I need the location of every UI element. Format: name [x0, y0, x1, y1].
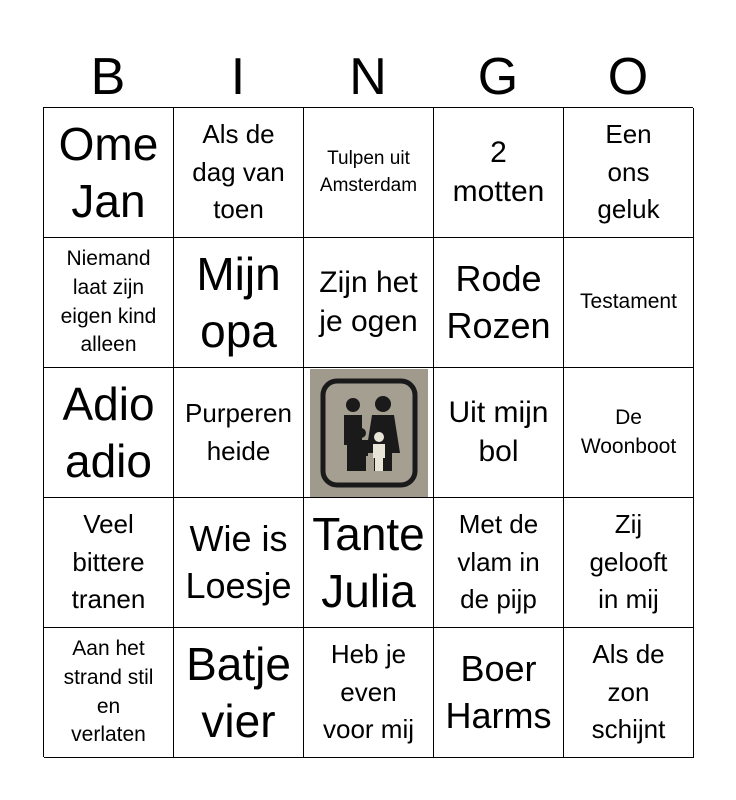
bingo-cell[interactable]: [304, 628, 434, 758]
bingo-cell[interactable]: [434, 498, 564, 628]
bingo-cell-label: 2 motten: [452, 136, 545, 208]
bingo-cell-label: Purperen heide: [185, 397, 292, 466]
bingo-cell[interactable]: [564, 368, 694, 498]
bingo-cell-label: De Woonboot: [580, 405, 677, 458]
bingo-cell-label: Heb je even voor mij: [322, 638, 414, 745]
bingo-cell[interactable]: [44, 108, 174, 238]
bingo-cell-label: Batje vier: [186, 637, 291, 747]
bingo-cell-label: Boer Harms: [445, 648, 552, 736]
bingo-cell-label: Uit mijn bol: [448, 396, 549, 468]
bingo-cell-label: Aan het strand stil en verlaten: [63, 637, 154, 747]
family-icon: [317, 375, 421, 491]
bingo-cell-label: Rode Rozen: [446, 258, 551, 346]
bingo-cell[interactable]: [174, 238, 304, 368]
bingo-cell[interactable]: [174, 368, 304, 498]
bingo-cell[interactable]: [434, 238, 564, 368]
header-letter-b: B: [90, 48, 126, 106]
bingo-cell[interactable]: [304, 498, 434, 628]
bingo-cell[interactable]: [44, 498, 174, 628]
bingo-cell-label: Niemand laat zijn eigen kind alleen: [60, 247, 157, 357]
header-letter-i: I: [230, 48, 246, 106]
bingo-cell-label: Een ons geluk: [597, 118, 660, 225]
bingo-cell[interactable]: [564, 628, 694, 758]
bingo-cell-label: Wie is Loesje: [185, 518, 292, 606]
bingo-cell[interactable]: [174, 628, 304, 758]
bingo-cell-label: Met de vlam in de pijp: [457, 508, 540, 615]
bingo-cell-label: Zijn het je ogen: [319, 266, 418, 338]
bingo-cell-label: Als de dag van toen: [192, 118, 285, 225]
header-letter-n: N: [349, 48, 387, 106]
bingo-cell-label: Als de zon schijnt: [591, 638, 666, 745]
bingo-cell[interactable]: [174, 108, 304, 238]
bingo-cell-label: Testament: [580, 290, 677, 314]
bingo-cell[interactable]: [304, 108, 434, 238]
bingo-cell[interactable]: [44, 238, 174, 368]
bingo-cell[interactable]: [434, 368, 564, 498]
bingo-cell-label: Adio adio: [62, 377, 155, 487]
bingo-cell-label: Mijn opa: [196, 247, 281, 357]
bingo-cell-label: Tulpen uit Amsterdam: [319, 147, 418, 196]
bingo-header: [43, 48, 693, 106]
bingo-cell-label: Ome Jan: [58, 117, 159, 227]
free-space-image: [310, 369, 428, 497]
bingo-cell[interactable]: [44, 368, 174, 498]
bingo-cell[interactable]: [564, 238, 694, 368]
bingo-cell[interactable]: [564, 498, 694, 628]
bingo-cell[interactable]: [434, 628, 564, 758]
bingo-card-grid: [43, 107, 693, 757]
header-letter-g: G: [477, 48, 519, 106]
bingo-cell[interactable]: [304, 238, 434, 368]
bingo-cell-label: Veel bittere tranen: [71, 508, 146, 615]
bingo-cell[interactable]: [564, 108, 694, 238]
bingo-cell[interactable]: [44, 628, 174, 758]
bingo-cell-label: Zij gelooft in mij: [589, 508, 668, 615]
bingo-cell[interactable]: [434, 108, 564, 238]
bingo-cell[interactable]: [174, 498, 304, 628]
header-letter-o: O: [607, 48, 649, 106]
bingo-cell-label: Tante Julia: [312, 507, 425, 617]
bingo-cell-free[interactable]: [304, 368, 434, 498]
